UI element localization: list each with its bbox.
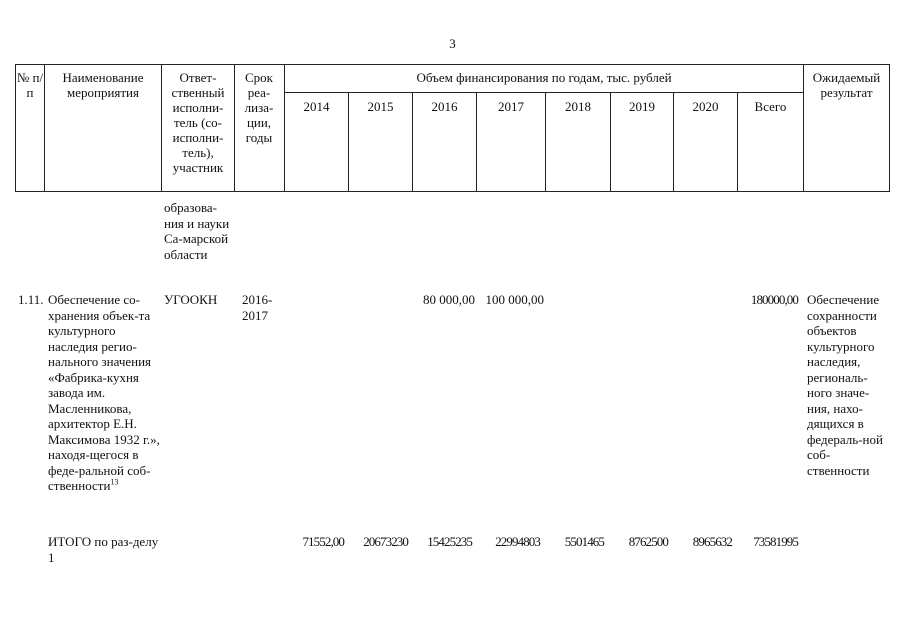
total-value-2015: 20673230 [363, 534, 408, 549]
previous-row-continuation: образова-ния и науки Са-марской области [164, 200, 230, 262]
row-value-2017: 100 000,00 [485, 292, 544, 307]
total-value-2019: 8762500 [628, 534, 668, 549]
header-col-term: Срок реа-лиза-ции, годы [244, 70, 274, 145]
row-activity-name-text: Обеспечение со-хранения объек-та культурного наследия регио-нального значения «Фабрика-кухня завода им. Масленникова, архитектор Е.Н. Максимова 1932 г.», находя-щегося в феде-ральной соб-ственности [48, 292, 160, 493]
header-year-2018: 2018 [565, 99, 591, 114]
total-value-all: 73581995 [753, 534, 798, 549]
header-col-name: Наименование мероприятия [62, 70, 144, 100]
row-expected-result: Обеспечение сохранности объектов культурного наследия, региональ-ного значе-ния, нахо-дящихся в федераль-ной соб-ственности [807, 292, 883, 478]
header-year-total: Всего [754, 99, 787, 114]
total-value-2017: 22994803 [495, 534, 540, 549]
total-value-2016: 15425235 [427, 534, 472, 549]
header-col-responsible: Ответ-ственный исполни-тель (со-исполни-тель), участник [171, 70, 225, 175]
row-activity-name [48, 292, 160, 494]
page-number: 3 [449, 36, 456, 51]
header-year-2014: 2014 [303, 99, 330, 114]
header-year-2016: 2016 [431, 99, 458, 114]
footnote-marker: 13 [110, 477, 119, 487]
row-value-2016: 80 000,00 [423, 292, 475, 307]
header-col-funding: Объем финансирования по годам, тыс. рублей [416, 70, 672, 85]
row-responsible: УГООКН [164, 292, 218, 307]
row-term: 2016-2017 [242, 292, 273, 323]
total-value-2014: 71552,00 [302, 534, 344, 549]
row-number: 1.11. [18, 292, 44, 307]
header-year-2019: 2019 [629, 99, 655, 114]
total-value-2018: 5501465 [564, 534, 604, 549]
header-year-2020: 2020 [692, 99, 719, 114]
row-value-total: 180000,00 [750, 292, 798, 307]
total-value-2020: 8965632 [692, 534, 732, 549]
header-year-2015: 2015 [367, 99, 394, 114]
header-year-2017: 2017 [498, 99, 524, 114]
header-col-result: Ожидаемый результат [812, 70, 881, 100]
header-col-number: № п/п [16, 70, 44, 100]
total-row-label: ИТОГО по раз-делу 1 [48, 534, 159, 565]
